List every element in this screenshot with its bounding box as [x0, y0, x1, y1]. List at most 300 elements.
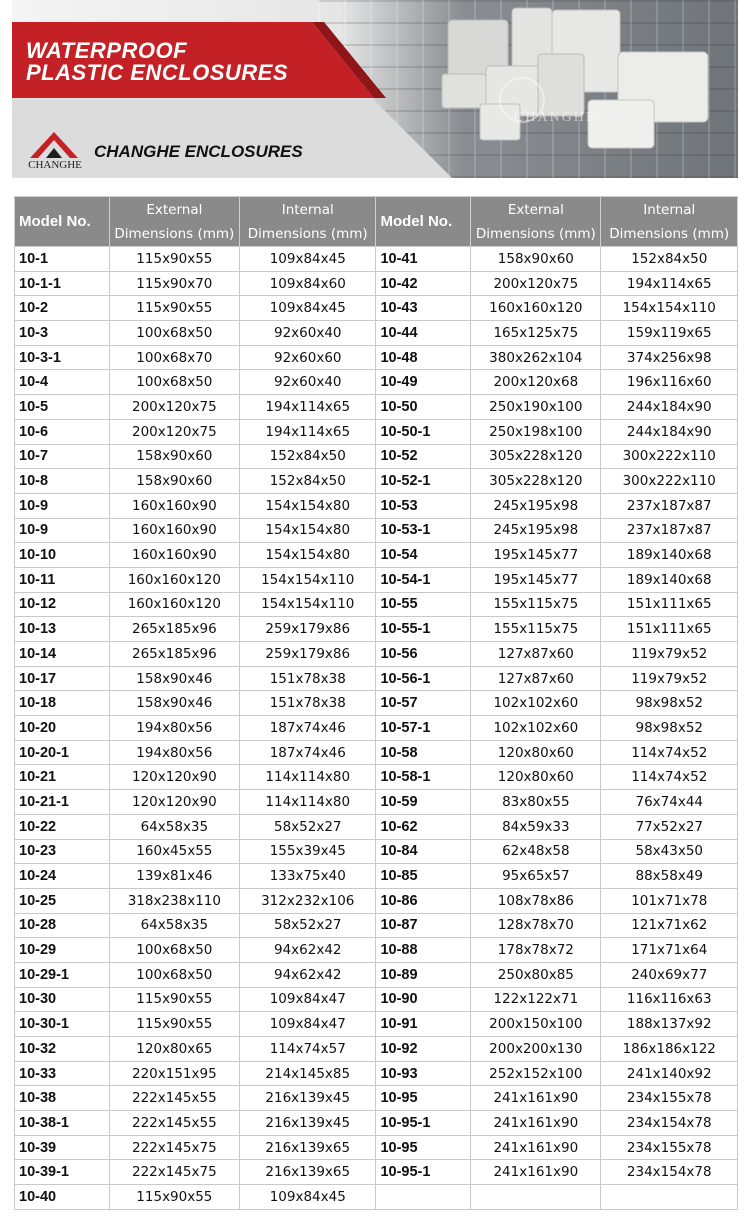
table-row: [15, 321, 738, 346]
model-no-cell: 10-54: [376, 543, 471, 568]
internal-dimensions-cell: 155x39x45: [240, 839, 376, 864]
model-no-cell: 10-87: [376, 913, 471, 938]
external-dimensions-cell: 200x120x68: [471, 370, 601, 395]
external-dimensions-cell: 194x80x56: [109, 716, 239, 741]
model-no-cell: 10-14: [15, 642, 110, 667]
internal-dimensions-cell: 76x74x44: [601, 790, 738, 815]
internal-dimensions-cell: [601, 1185, 738, 1210]
model-no-cell: 10-58-1: [376, 765, 471, 790]
model-no-cell: 10-50-1: [376, 419, 471, 444]
internal-dimensions-cell: 94x62x42: [240, 938, 376, 963]
table-row: [15, 419, 738, 444]
external-dimensions-cell: 252x152x100: [471, 1061, 601, 1086]
external-dimensions-cell: 115x90x70: [109, 271, 239, 296]
external-dimensions-cell: 155x115x75: [471, 617, 601, 642]
model-no-cell: 10-52: [376, 444, 471, 469]
table-row: [15, 913, 738, 938]
external-dimensions-cell: 128x78x70: [471, 913, 601, 938]
model-no-cell: 10-24: [15, 864, 110, 889]
model-no-cell: 10-44: [376, 321, 471, 346]
external-dimensions-cell: 160x160x120: [109, 567, 239, 592]
model-no-cell: 10-55-1: [376, 617, 471, 642]
model-no-cell: 10-1-1: [15, 271, 110, 296]
internal-dimensions-cell: 300x222x110: [601, 469, 738, 494]
internal-dimensions-cell: 189x140x68: [601, 567, 738, 592]
model-no-cell: 10-38-1: [15, 1111, 110, 1136]
model-no-cell: 10-88: [376, 938, 471, 963]
dimensions-table-wrap: [14, 196, 738, 1210]
model-no-cell: 10-95-1: [376, 1111, 471, 1136]
table-row: [15, 814, 738, 839]
header-external-line2: Dimensions (mm): [114, 225, 235, 242]
external-dimensions-cell: 83x80x55: [471, 790, 601, 815]
table-row: [15, 839, 738, 864]
internal-dimensions-cell: 216x139x65: [240, 1135, 376, 1160]
table-row: [15, 469, 738, 494]
external-dimensions-cell: 160x160x120: [471, 296, 601, 321]
table-row: [15, 642, 738, 667]
external-dimensions-cell: 158x90x46: [109, 666, 239, 691]
external-dimensions-cell: 139x81x46: [109, 864, 239, 889]
table-row: [15, 395, 738, 420]
internal-dimensions-cell: 114x74x57: [240, 1037, 376, 1062]
internal-dimensions-cell: 244x184x90: [601, 419, 738, 444]
table-row: [15, 345, 738, 370]
model-no-cell: 10-57: [376, 691, 471, 716]
table-row: [15, 1111, 738, 1136]
model-no-cell: 10-49: [376, 370, 471, 395]
model-no-cell: 10-33: [15, 1061, 110, 1086]
internal-dimensions-cell: 98x98x52: [601, 716, 738, 741]
internal-dimensions-cell: 114x74x52: [601, 765, 738, 790]
external-dimensions-cell: 318x238x110: [109, 888, 239, 913]
model-no-cell: 10-40: [15, 1185, 110, 1210]
model-no-cell: 10-84: [376, 839, 471, 864]
model-no-cell: 10-38: [15, 1086, 110, 1111]
model-no-cell: 10-13: [15, 617, 110, 642]
model-no-cell: 10-42: [376, 271, 471, 296]
external-dimensions-cell: 194x80x56: [109, 740, 239, 765]
changhe-logo: [20, 126, 90, 176]
model-no-cell: 10-29: [15, 938, 110, 963]
external-dimensions-cell: 64x58x35: [109, 814, 239, 839]
external-dimensions-cell: 102x102x60: [471, 716, 601, 741]
company-name: CHANGHE ENCLOSURES: [94, 142, 303, 161]
model-no-cell: 10-95: [376, 1135, 471, 1160]
table-row: [15, 518, 738, 543]
model-no-cell: 10-20-1: [15, 740, 110, 765]
external-dimensions-cell: 155x115x75: [471, 592, 601, 617]
external-dimensions-cell: 241x161x90: [471, 1111, 601, 1136]
internal-dimensions-cell: 77x52x27: [601, 814, 738, 839]
internal-dimensions-cell: 188x137x92: [601, 1012, 738, 1037]
external-dimensions-cell: 120x120x90: [109, 790, 239, 815]
header-model-right: Model No.: [376, 197, 471, 247]
internal-dimensions-cell: 151x78x38: [240, 666, 376, 691]
external-dimensions-cell: 265x185x96: [109, 617, 239, 642]
model-no-cell: 10-91: [376, 1012, 471, 1037]
header-external-line1: External: [507, 201, 564, 218]
table-row: [15, 790, 738, 815]
internal-dimensions-cell: 88x58x49: [601, 864, 738, 889]
header-internal-right: [601, 197, 738, 247]
internal-dimensions-cell: 109x84x47: [240, 987, 376, 1012]
model-no-cell: 10-11: [15, 567, 110, 592]
internal-dimensions-cell: 187x74x46: [240, 716, 376, 741]
external-dimensions-cell: 108x78x86: [471, 888, 601, 913]
external-dimensions-cell: 160x160x120: [109, 592, 239, 617]
table-row: [15, 691, 738, 716]
model-no-cell: 10-90: [376, 987, 471, 1012]
external-dimensions-cell: 250x190x100: [471, 395, 601, 420]
external-dimensions-cell: 241x161x90: [471, 1086, 601, 1111]
external-dimensions-cell: 120x80x65: [109, 1037, 239, 1062]
internal-dimensions-cell: 151x78x38: [240, 691, 376, 716]
external-dimensions-cell: 178x78x72: [471, 938, 601, 963]
external-dimensions-cell: 158x90x46: [109, 691, 239, 716]
logo-mark-icon: [20, 126, 90, 160]
internal-dimensions-cell: 216x139x45: [240, 1111, 376, 1136]
external-dimensions-cell: 100x68x50: [109, 938, 239, 963]
external-dimensions-cell: 64x58x35: [109, 913, 239, 938]
external-dimensions-cell: 222x145x55: [109, 1111, 239, 1136]
header-external-line2: Dimensions (mm): [475, 225, 596, 242]
model-no-cell: 10-22: [15, 814, 110, 839]
external-dimensions-cell: 305x228x120: [471, 444, 601, 469]
internal-dimensions-cell: 109x84x45: [240, 247, 376, 272]
header-internal-left: [240, 197, 376, 247]
model-no-cell: 10-89: [376, 962, 471, 987]
external-dimensions-cell: 241x161x90: [471, 1135, 601, 1160]
header-internal-line2: Dimensions (mm): [247, 225, 368, 242]
banner-title-line2: PLASTIC ENCLOSURES: [26, 60, 289, 85]
external-dimensions-cell: 200x120x75: [109, 419, 239, 444]
model-no-cell: 10-95: [376, 1086, 471, 1111]
model-no-cell: 10-2: [15, 296, 110, 321]
internal-dimensions-cell: 216x139x45: [240, 1086, 376, 1111]
internal-dimensions-cell: 300x222x110: [601, 444, 738, 469]
table-row: [15, 938, 738, 963]
model-no-cell: 10-55: [376, 592, 471, 617]
external-dimensions-cell: 120x80x60: [471, 765, 601, 790]
external-dimensions-cell: 102x102x60: [471, 691, 601, 716]
model-no-cell: 10-10: [15, 543, 110, 568]
external-dimensions-cell: 115x90x55: [109, 247, 239, 272]
model-no-cell: 10-29-1: [15, 962, 110, 987]
header-banner: [12, 0, 738, 178]
external-dimensions-cell: 305x228x120: [471, 469, 601, 494]
internal-dimensions-cell: 58x43x50: [601, 839, 738, 864]
model-no-cell: 10-4: [15, 370, 110, 395]
table-row: [15, 1012, 738, 1037]
table-row: [15, 247, 738, 272]
external-dimensions-cell: 200x200x130: [471, 1037, 601, 1062]
model-no-cell: 10-21: [15, 765, 110, 790]
internal-dimensions-cell: 259x179x86: [240, 642, 376, 667]
model-no-cell: 10-52-1: [376, 469, 471, 494]
internal-dimensions-cell: 58x52x27: [240, 913, 376, 938]
internal-dimensions-cell: 241x140x92: [601, 1061, 738, 1086]
external-dimensions-cell: 120x80x60: [471, 740, 601, 765]
external-dimensions-cell: 245x195x98: [471, 518, 601, 543]
table-row: [15, 716, 738, 741]
table-row: [15, 543, 738, 568]
internal-dimensions-cell: 121x71x62: [601, 913, 738, 938]
table-row: [15, 1061, 738, 1086]
internal-dimensions-cell: 152x84x50: [601, 247, 738, 272]
model-no-cell: 10-7: [15, 444, 110, 469]
internal-dimensions-cell: 374x256x98: [601, 345, 738, 370]
internal-dimensions-cell: 109x84x47: [240, 1012, 376, 1037]
internal-dimensions-cell: 312x232x106: [240, 888, 376, 913]
external-dimensions-cell: 95x65x57: [471, 864, 601, 889]
table-row: [15, 1185, 738, 1210]
external-dimensions-cell: 195x145x77: [471, 567, 601, 592]
model-no-cell: 10-57-1: [376, 716, 471, 741]
table-row: [15, 296, 738, 321]
external-dimensions-cell: 165x125x75: [471, 321, 601, 346]
model-no-cell: 10-6: [15, 419, 110, 444]
external-dimensions-cell: 122x122x71: [471, 987, 601, 1012]
external-dimensions-cell: 222x145x75: [109, 1160, 239, 1185]
table-row: [15, 740, 738, 765]
external-dimensions-cell: 195x145x77: [471, 543, 601, 568]
internal-dimensions-cell: 92x60x40: [240, 321, 376, 346]
internal-dimensions-cell: 114x74x52: [601, 740, 738, 765]
table-row: [15, 765, 738, 790]
external-dimensions-cell: 220x151x95: [109, 1061, 239, 1086]
internal-dimensions-cell: 154x154x80: [240, 543, 376, 568]
external-dimensions-cell: 127x87x60: [471, 666, 601, 691]
model-no-cell: 10-25: [15, 888, 110, 913]
external-dimensions-cell: 200x120x75: [471, 271, 601, 296]
model-no-cell: 10-48: [376, 345, 471, 370]
external-dimensions-cell: 115x90x55: [109, 1185, 239, 1210]
model-no-cell: 10-58: [376, 740, 471, 765]
model-no-cell: 10-3-1: [15, 345, 110, 370]
internal-dimensions-cell: 237x187x87: [601, 518, 738, 543]
internal-dimensions-cell: 234x155x78: [601, 1135, 738, 1160]
model-no-cell: 10-53-1: [376, 518, 471, 543]
table-row: [15, 1160, 738, 1185]
internal-dimensions-cell: 119x79x52: [601, 642, 738, 667]
external-dimensions-cell: 62x48x58: [471, 839, 601, 864]
external-dimensions-cell: 222x145x75: [109, 1135, 239, 1160]
dimensions-table: [14, 196, 738, 1210]
external-dimensions-cell: 245x195x98: [471, 493, 601, 518]
internal-dimensions-cell: 114x114x80: [240, 790, 376, 815]
internal-dimensions-cell: 109x84x45: [240, 1185, 376, 1210]
external-dimensions-cell: 158x90x60: [471, 247, 601, 272]
table-row: [15, 1086, 738, 1111]
table-row: [15, 666, 738, 691]
external-dimensions-cell: 222x145x55: [109, 1086, 239, 1111]
model-no-cell: 10-17: [15, 666, 110, 691]
internal-dimensions-cell: 159x119x65: [601, 321, 738, 346]
model-no-cell: 10-28: [15, 913, 110, 938]
internal-dimensions-cell: 151x111x65: [601, 617, 738, 642]
internal-dimensions-cell: 234x154x78: [601, 1111, 738, 1136]
internal-dimensions-cell: 119x79x52: [601, 666, 738, 691]
internal-dimensions-cell: 154x154x110: [601, 296, 738, 321]
external-dimensions-cell: 100x68x50: [109, 370, 239, 395]
table-row: [15, 1037, 738, 1062]
model-no-cell: 10-92: [376, 1037, 471, 1062]
internal-dimensions-cell: 58x52x27: [240, 814, 376, 839]
table-row: [15, 617, 738, 642]
internal-dimensions-cell: 152x84x50: [240, 469, 376, 494]
table-row: [15, 370, 738, 395]
enclosure-boxes-image: [442, 8, 708, 148]
internal-dimensions-cell: 109x84x45: [240, 296, 376, 321]
table-row: [15, 864, 738, 889]
model-no-cell: 10-59: [376, 790, 471, 815]
model-no-cell: 10-54-1: [376, 567, 471, 592]
banner-title-line1: WATERPROOF: [26, 38, 188, 63]
internal-dimensions-cell: 244x184x90: [601, 395, 738, 420]
internal-dimensions-cell: 154x154x110: [240, 567, 376, 592]
external-dimensions-cell: 115x90x55: [109, 296, 239, 321]
internal-dimensions-cell: 109x84x60: [240, 271, 376, 296]
internal-dimensions-cell: 114x114x80: [240, 765, 376, 790]
header-internal-line1: Internal: [643, 201, 696, 218]
external-dimensions-cell: 158x90x60: [109, 444, 239, 469]
model-no-cell: 10-93: [376, 1061, 471, 1086]
internal-dimensions-cell: 237x187x87: [601, 493, 738, 518]
internal-dimensions-cell: 101x71x78: [601, 888, 738, 913]
external-dimensions-cell: [471, 1185, 601, 1210]
model-no-cell: 10-41: [376, 247, 471, 272]
model-no-cell: 10-8: [15, 469, 110, 494]
table-row: [15, 888, 738, 913]
model-no-cell: 10-50: [376, 395, 471, 420]
model-no-cell: 10-9: [15, 518, 110, 543]
internal-dimensions-cell: 187x74x46: [240, 740, 376, 765]
external-dimensions-cell: 250x80x85: [471, 962, 601, 987]
internal-dimensions-cell: 151x111x65: [601, 592, 738, 617]
internal-dimensions-cell: 214x145x85: [240, 1061, 376, 1086]
internal-dimensions-cell: 98x98x52: [601, 691, 738, 716]
header-external-line1: External: [146, 201, 203, 218]
model-no-cell: 10-39: [15, 1135, 110, 1160]
watermark: CHANGHE: [514, 110, 597, 125]
model-no-cell: 10-3: [15, 321, 110, 346]
internal-dimensions-cell: 152x84x50: [240, 444, 376, 469]
internal-dimensions-cell: 194x114x65: [601, 271, 738, 296]
table-row: [15, 962, 738, 987]
table-row: [15, 493, 738, 518]
internal-dimensions-cell: 196x116x60: [601, 370, 738, 395]
table-row: [15, 987, 738, 1012]
model-no-cell: 10-5: [15, 395, 110, 420]
external-dimensions-cell: 241x161x90: [471, 1160, 601, 1185]
internal-dimensions-cell: 259x179x86: [240, 617, 376, 642]
model-no-cell: 10-12: [15, 592, 110, 617]
model-no-cell: 10-21-1: [15, 790, 110, 815]
external-dimensions-cell: 160x160x90: [109, 543, 239, 568]
model-no-cell: 10-56: [376, 642, 471, 667]
external-dimensions-cell: 380x262x104: [471, 345, 601, 370]
model-no-cell: 10-39-1: [15, 1160, 110, 1185]
external-dimensions-cell: 265x185x96: [109, 642, 239, 667]
external-dimensions-cell: 200x150x100: [471, 1012, 601, 1037]
external-dimensions-cell: 100x68x50: [109, 321, 239, 346]
external-dimensions-cell: 115x90x55: [109, 1012, 239, 1037]
table-row: [15, 271, 738, 296]
internal-dimensions-cell: 154x154x110: [240, 592, 376, 617]
external-dimensions-cell: 200x120x75: [109, 395, 239, 420]
model-no-cell: 10-30: [15, 987, 110, 1012]
table-row: [15, 592, 738, 617]
external-dimensions-cell: 127x87x60: [471, 642, 601, 667]
internal-dimensions-cell: 154x154x80: [240, 518, 376, 543]
internal-dimensions-cell: 133x75x40: [240, 864, 376, 889]
model-no-cell: 10-56-1: [376, 666, 471, 691]
external-dimensions-cell: 100x68x50: [109, 962, 239, 987]
model-no-cell: 10-9: [15, 493, 110, 518]
internal-dimensions-cell: 234x155x78: [601, 1086, 738, 1111]
external-dimensions-cell: 100x68x70: [109, 345, 239, 370]
internal-dimensions-cell: 171x71x64: [601, 938, 738, 963]
external-dimensions-cell: 158x90x60: [109, 469, 239, 494]
model-no-cell: 10-23: [15, 839, 110, 864]
internal-dimensions-cell: 194x114x65: [240, 395, 376, 420]
external-dimensions-cell: 115x90x55: [109, 987, 239, 1012]
table-row: [15, 1135, 738, 1160]
internal-dimensions-cell: 116x116x63: [601, 987, 738, 1012]
internal-dimensions-cell: 189x140x68: [601, 543, 738, 568]
header-external-left: [109, 197, 239, 247]
table-row: [15, 567, 738, 592]
internal-dimensions-cell: 240x69x77: [601, 962, 738, 987]
header-external-right: [471, 197, 601, 247]
internal-dimensions-cell: 92x60x40: [240, 370, 376, 395]
external-dimensions-cell: 160x160x90: [109, 518, 239, 543]
logo-text: CHANGHE: [28, 159, 82, 171]
table-row: [15, 444, 738, 469]
header-model-left: Model No.: [15, 197, 110, 247]
model-no-cell: 10-43: [376, 296, 471, 321]
header-internal-line1: Internal: [281, 201, 334, 218]
model-no-cell: 10-18: [15, 691, 110, 716]
model-no-cell: 10-85: [376, 864, 471, 889]
internal-dimensions-cell: 94x62x42: [240, 962, 376, 987]
internal-dimensions-cell: 216x139x65: [240, 1160, 376, 1185]
external-dimensions-cell: 84x59x33: [471, 814, 601, 839]
table-body: [15, 247, 738, 1210]
internal-dimensions-cell: 234x154x78: [601, 1160, 738, 1185]
model-no-cell: 10-95-1: [376, 1160, 471, 1185]
model-no-cell: 10-20: [15, 716, 110, 741]
external-dimensions-cell: 160x160x90: [109, 493, 239, 518]
header-internal-line2: Dimensions (mm): [609, 225, 730, 242]
internal-dimensions-cell: 186x186x122: [601, 1037, 738, 1062]
model-no-cell: 10-30-1: [15, 1012, 110, 1037]
internal-dimensions-cell: 92x60x60: [240, 345, 376, 370]
external-dimensions-cell: 120x120x90: [109, 765, 239, 790]
external-dimensions-cell: 250x198x100: [471, 419, 601, 444]
model-no-cell: 10-53: [376, 493, 471, 518]
model-no-cell: 10-62: [376, 814, 471, 839]
internal-dimensions-cell: 154x154x80: [240, 493, 376, 518]
model-no-cell: 10-86: [376, 888, 471, 913]
model-no-cell: 10-1: [15, 247, 110, 272]
model-no-cell: [376, 1185, 471, 1210]
external-dimensions-cell: 160x45x55: [109, 839, 239, 864]
internal-dimensions-cell: 194x114x65: [240, 419, 376, 444]
table-header-row: [15, 197, 738, 247]
model-no-cell: 10-32: [15, 1037, 110, 1062]
